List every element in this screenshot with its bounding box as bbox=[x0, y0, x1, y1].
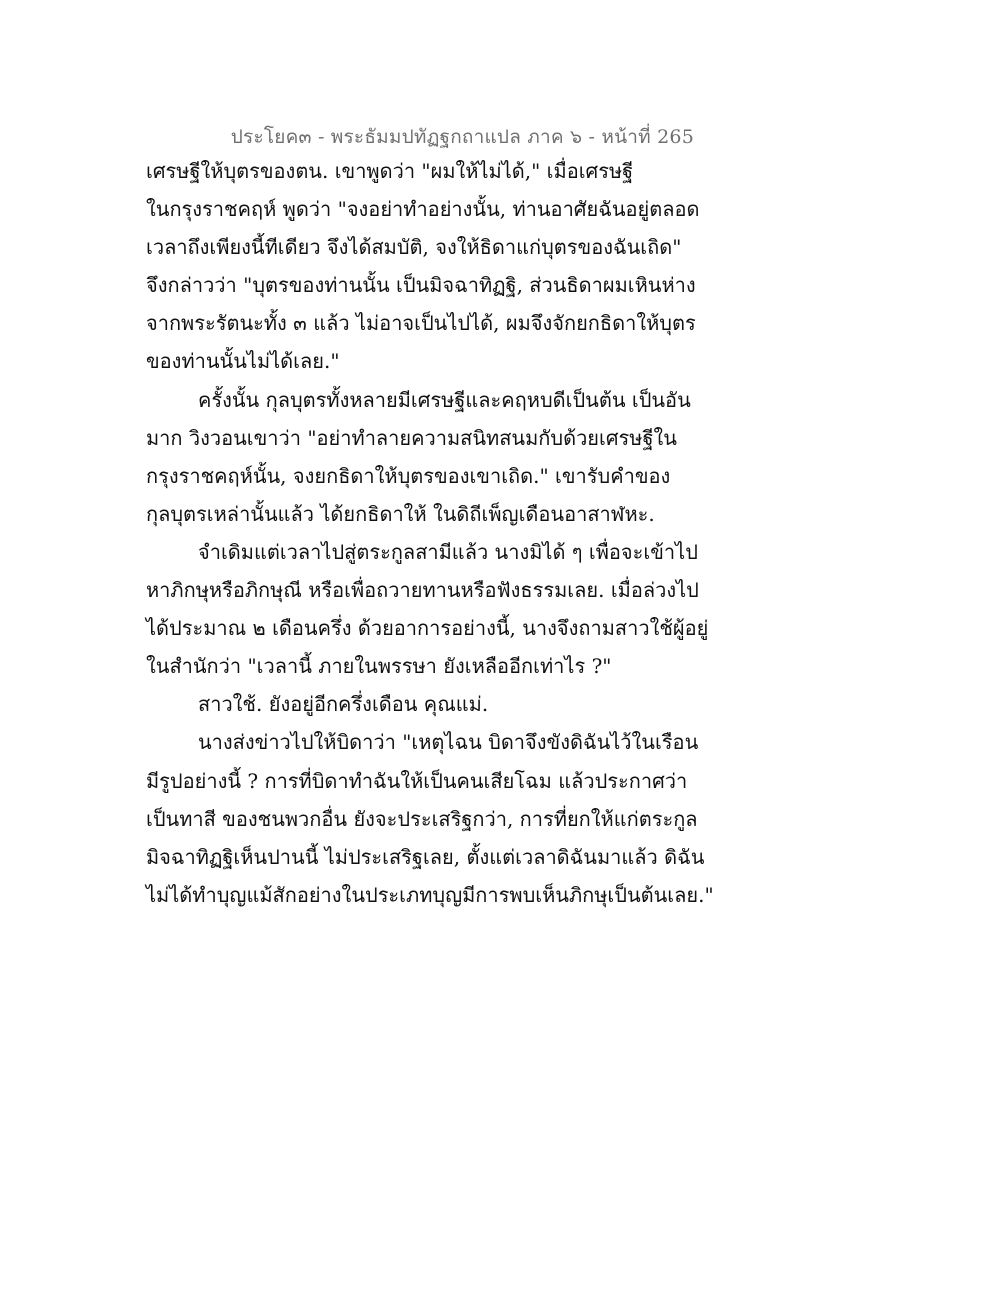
text-line: กุลบุตรเหล่านั้นแล้ว ได้ยกธิดาให้ ในดิถีเพ็ญเดือนอาสาฬหะ. bbox=[146, 501, 655, 526]
text-line: ในกรุงราชคฤห์ พูดว่า "จงอย่าทำอย่างนั้น, ท่านอาศัยฉันอยู่ตลอด bbox=[146, 197, 700, 222]
paragraph-start-line: นางส่งข่าวไปให้บิดาว่า "เหตุไฉน บิดาจึงขังดิฉันไว้ในเรือน bbox=[198, 730, 699, 755]
text-line: เป็นทาสี ของชนพวกอื่น ยังจะประเสริฐกว่า, การที่ยกให้แก่ตระกูล bbox=[146, 806, 698, 831]
text-line: ได้ประมาณ ๒ เดือนครึ่ง ด้วยอาการอย่างนี้, นางจึงถามสาวใช้ผู้อยู่ bbox=[146, 616, 709, 641]
running-header: ประโยค๓ - พระธัมมปทัฏฐกถาแปล ภาค ๖ - หน้าที่ 265 bbox=[230, 126, 694, 148]
text-line: มิจฉาทิฏฐิเห็นปานนี้ ไม่ประเสริฐเลย, ตั้งแต่เวลาดิฉันมาแล้ว ดิฉัน bbox=[146, 844, 705, 869]
text-line: กรุงราชคฤห์นั้น, จงยกธิดาให้บุตรของเขาเถิด." เขารับคำของ bbox=[146, 463, 671, 488]
paragraph-start-line: จำเดิมแต่เวลาไปสู่ตระกูลสามีแล้ว นางมิได้ ๆ เพื่อจะเข้าไป bbox=[198, 539, 698, 564]
text-line: เวลาถึงเพียงนี้ทีเดียว จึงได้สมบัติ, จงให้ธิดาแก่บุตรของฉันเถิด" bbox=[146, 235, 682, 260]
paragraph-start-line: ครั้งนั้น กุลบุตรทั้งหลายมีเศรษฐีและคฤหบดีเป็นต้น เป็นอัน bbox=[198, 387, 691, 412]
text-line: มีรูปอย่างนี้ ? การที่บิดาทำฉันให้เป็นคนเสียโฉม แล้วประกาศว่า bbox=[146, 768, 688, 793]
text-line: ในสำนักว่า "เวลานี้ ภายในพรรษา ยังเหลืออีกเท่าไร ?" bbox=[146, 654, 612, 679]
text-line: เศรษฐีให้บุตรของตน. เขาพูดว่า "ผมให้ไม่ได้," เมื่อเศรษฐี bbox=[146, 159, 634, 183]
text-line: หาภิกษุหรือภิกษุณี หรือเพื่อถวายทานหรือฟังธรรมเลย. เมื่อล่วงไป bbox=[146, 578, 699, 603]
text-line: ของท่านนั้นไม่ได้เลย." bbox=[146, 349, 340, 374]
text-line: มาก วิงวอนเขาว่า "อย่าทำลายความสนิทสนมกับด้วยเศรษฐีใน bbox=[146, 425, 677, 450]
paragraph-start-line: สาวใช้. ยังอยู่อีกครึ่งเดือน คุณแม่. bbox=[198, 692, 489, 717]
text-line: ไม่ได้ทำบุญแม้สักอย่างในประเภทบุญมีการพบเห็นภิกษุเป็นต้นเลย." bbox=[146, 882, 714, 907]
text-line: จึงกล่าวว่า "บุตรของท่านนั้น เป็นมิจฉาทิฏฐิ, ส่วนธิดาผมเหินห่าง bbox=[146, 273, 696, 298]
body-text bbox=[146, 152, 714, 914]
text-line: จากพระรัตนะทั้ง ๓ แล้ว ไม่อาจเป็นไปได้, ผมจึงจักยกธิดาให้บุตร bbox=[146, 311, 696, 336]
